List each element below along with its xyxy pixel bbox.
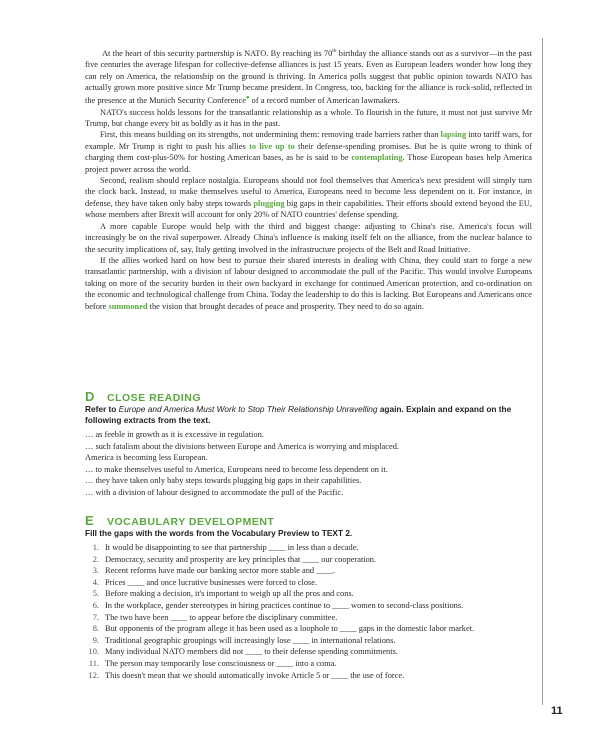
exercise-item: 12. This doesn't mean that we should automatically invoke Article 5 or ____ the use of force. bbox=[88, 670, 405, 680]
exercise-item: 3. Recent reforms have made our banking sector more stable and ____. bbox=[92, 566, 336, 576]
highlighted-word: contemplating bbox=[351, 153, 403, 163]
highlighted-word: lapsing bbox=[440, 130, 467, 140]
exercise-item: 7. The two have been ____ to appear before the disciplinary committee. bbox=[92, 612, 338, 622]
extract-item: … such fatalism about the divisions between Europe and America is worrying and misplaced. bbox=[85, 441, 399, 451]
paragraph: Second, realism should replace nostalgia. Europeans should not fool themselves that America's next president will simply turn the clock back. Instead, to make themselves useful to America, Europeans need to become less dependent on it. For instance, in defense, they have taken only baby steps towards plugging big gaps in their capabilities. Their efforts should extend beyond the EU, whose members after Brexit will account for only 20% of NATO countries' defense spending. bbox=[85, 176, 532, 220]
footnote-marker-icon: ● bbox=[245, 95, 250, 102]
section-heading: D CLOSE READING bbox=[85, 389, 202, 404]
page-number: 11 bbox=[551, 705, 563, 717]
extract-item: … with a division of labour designed to accommodate the pull of the Pacific. bbox=[85, 487, 344, 497]
exercise-item: 11. The person may temporarily lose consciousness or ____ into a coma. bbox=[88, 658, 337, 668]
section-instructions: Refer to Europe and America Must Work to Stop Their Relationship Unravelling again. Explain and expand on the following extracts from the text. bbox=[85, 404, 512, 425]
extract-item: … they have taken only baby steps towards plugging big gaps in their capabilities. bbox=[85, 476, 362, 485]
exercise-item: 9. Traditional geographic groupings will increasingly lose ____ in international relations. bbox=[92, 635, 396, 645]
paragraph: NATO's success holds lessons for the transatlantic relationship as a whole. To flourish in the future, it must not just survive Mr Trump, but change every bit as boldly as it has in the past. bbox=[85, 107, 532, 129]
exercise-list bbox=[85, 542, 532, 681]
exercise-item: 10. Many individual NATO members did not ____ to their defense spending commitments. bbox=[88, 647, 398, 657]
highlighted-word: to live up to bbox=[249, 141, 295, 151]
close-reading-section bbox=[85, 390, 532, 498]
exercise-item: 8. But opponents of the program allege it has been used as a loophole to ____ gaps in the domestic labor market. bbox=[92, 624, 475, 634]
exercise-item: 4. Prices ____ and once lucrative businesses were forced to close. bbox=[92, 577, 318, 587]
section-heading: E VOCABULARY DEVELOPMENT bbox=[85, 513, 275, 528]
paragraph: If the allies worked hard on how best to pursue their shared interests in dealing with China, they could start to forge a new transatlantic partnership, with a division of labour designed to accommodate the pull of the Pacific. This would involve Europeans taking on more of the security burden in their own backyard in exchange for continued American protection, and co-ordination on the economic and technological challenge from China. Today the leadership to do this is lacking. But Europeans and Americans once before summoned the vision that brought decades of peace and prosperity. They need to do so again. bbox=[85, 255, 532, 311]
exercise-item: 6. In the workplace, gender stereotypes in hiring practices continue to ____ women to second-class positions. bbox=[92, 600, 464, 610]
highlighted-word: plugging bbox=[253, 198, 285, 208]
paragraph: First, this means building on its strengths, not undermining them: removing trade barriers rather than lapsing into tariff wars, for example. Mr Trump is right to push his allies to live up to their defense-spending promises. But he is quite wrong to think of charging them cost-plus-50% for hosting American bases, as he is said to be contemplating. Those European bases help America project power across the world. bbox=[85, 130, 533, 174]
extract-item: … to make themselves useful to America, Europeans need to become less dependent on it. bbox=[85, 464, 388, 474]
exercise-item: 1. It would be disappointing to see that partnership ____ in less than a decade. bbox=[92, 543, 359, 552]
margin-rule bbox=[542, 38, 543, 705]
exercise-item: 5. Before making a decision, it's important to weigh up all the pros and cons. bbox=[92, 589, 354, 599]
highlighted-word: summoned bbox=[108, 301, 148, 311]
extract-list bbox=[85, 429, 532, 498]
vocabulary-section bbox=[85, 514, 532, 681]
extract-item: … as feeble in growth as it is excessive in regulation. bbox=[85, 430, 264, 439]
paragraph: At the heart of this security partnership is NATO. By reaching its 70th birthday the alliance stands out as a survivor—in the past five centuries the average lifespan for collective-defense alliances is just 15 years. Even as European leaders wonder how long they can rely on America, the relationship on the ground is thriving. In America polls suggest that public opinion towards NATO has actually grown more positive since Mr Trump became president. In Congress, too, backing for the alliance is rock-solid, reflected in the presence at the Munich Security Conference● of a record number of American lawmakers. bbox=[85, 48, 532, 106]
paragraph: A more capable Europe would help with the third and biggest change: adjusting to China's rise. America's focus will increasingly be on the rival superpower. Already China's influence is making itself felt on the alliance, from the nuclear balance to the security implications of, say, Italy getting involved in the infrastructure projects of the Belt and Road Initiative. bbox=[85, 221, 532, 254]
section-instructions: Fill the gaps with the words from the Vocabulary Preview to TEXT 2. bbox=[85, 528, 353, 538]
extract-item: America is becoming less European. bbox=[85, 453, 208, 462]
exercise-item: 2. Democracy, security and prosperity are key principles that ____ our cooperation. bbox=[92, 554, 377, 564]
article-text bbox=[85, 46, 532, 312]
